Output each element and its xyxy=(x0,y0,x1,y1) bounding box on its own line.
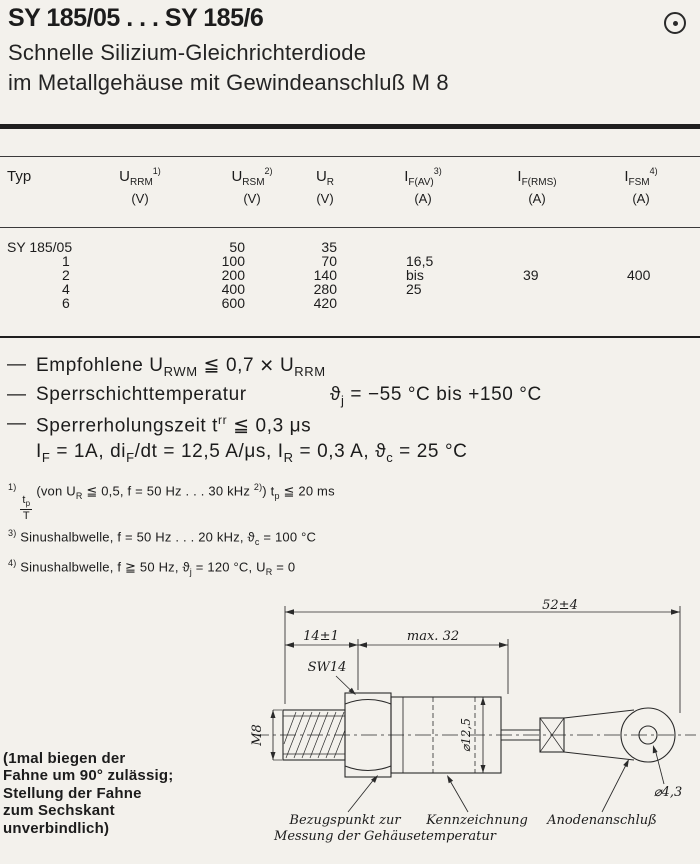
text-run: RWM xyxy=(163,363,198,379)
cell-typ: 2 xyxy=(62,267,70,283)
text-run: R xyxy=(326,177,335,188)
thread-size-label: M8 xyxy=(250,724,265,746)
cell-voltage-1: 600 xyxy=(221,295,245,311)
cell-ifsm: 400 xyxy=(627,267,651,283)
text-run: Empfohlene U xyxy=(36,355,164,376)
reference-point-callout xyxy=(273,775,497,844)
text-run: = 0 xyxy=(272,559,296,575)
fraction-numerator xyxy=(20,494,32,510)
cell-ifav: bis xyxy=(406,267,424,283)
text-run: FSM xyxy=(628,177,650,188)
bend-note-line: Stellung der Fahne xyxy=(3,784,142,802)
bend-note-line: (1mal biegen der xyxy=(3,750,126,767)
text-run: U xyxy=(231,168,243,185)
text-run: t xyxy=(22,494,26,507)
hole-diameter-label: ⌀4,3 xyxy=(653,785,683,800)
header-symbol xyxy=(280,166,370,188)
circled-dot-center xyxy=(673,21,678,26)
text-run: = 25 °C xyxy=(393,441,468,462)
cell-voltage-1: 200 xyxy=(221,267,245,283)
wrench-size-label: SW14 xyxy=(307,660,347,675)
dimension-max-body xyxy=(358,629,508,694)
text-run: Sinushalbwelle, f = 50 Hz . . . 20 kHz, xyxy=(20,529,248,545)
cell-typ: 1 xyxy=(62,253,70,269)
footnote-marker: 1) xyxy=(8,482,17,492)
footnote-marker: 3) xyxy=(433,166,442,176)
text-run: /dt = 12,5 A/μs, I xyxy=(134,441,284,462)
marking-label: Kennzeichnung xyxy=(426,813,528,828)
text-run: F xyxy=(126,449,135,465)
cell-voltage-1: 100 xyxy=(221,253,245,269)
divider-thick xyxy=(0,124,700,129)
dim-max-label: max. 32 xyxy=(406,629,460,644)
text-run: = −55 °C bis +150 °C xyxy=(344,384,542,405)
footnote-marker: 2) xyxy=(253,482,263,492)
circled-dot-icon xyxy=(664,12,686,34)
cell-typ: 4 xyxy=(62,281,70,297)
text-run: j xyxy=(189,566,192,577)
reference-point-label-1: Bezugspunkt zur xyxy=(289,813,401,828)
theta-symbol: ϑ xyxy=(330,384,341,405)
text-run: I xyxy=(624,168,629,185)
fraction-tp-over-T xyxy=(20,494,32,522)
dimension-total-length xyxy=(285,598,680,713)
spec-text xyxy=(36,441,467,465)
text-run: ≦ 0,5, f = 50 Hz . . . 30 kHz xyxy=(82,483,254,499)
header-unit: (A) xyxy=(632,191,650,206)
multiplication-x: × xyxy=(260,352,275,378)
reference-point-label-2: Messung der Gehäusetemperatur xyxy=(274,829,496,844)
subtitle-line-1: Schnelle Silizium-Gleichrichterdiode xyxy=(8,40,367,65)
text-run: I xyxy=(517,168,522,185)
cell-voltage-2: 70 xyxy=(321,253,337,269)
text-run: ≦ 20 ms xyxy=(279,483,335,499)
text-run: (von U xyxy=(36,483,76,499)
cell-ifrms: 39 xyxy=(523,267,539,283)
spec-value xyxy=(330,384,542,408)
cell-voltage-2: 35 xyxy=(321,239,337,255)
divider-table-bottom xyxy=(0,336,700,338)
theta-symbol: ϑ xyxy=(247,529,255,545)
bend-note-line: Fahne um 90° zulässig; xyxy=(3,767,174,785)
text-run: rr xyxy=(218,413,228,427)
outline-drawing xyxy=(228,598,700,864)
text-run: U xyxy=(315,168,327,185)
footnote-marker: 1) xyxy=(152,166,161,176)
cell-typ: 6 xyxy=(62,295,70,311)
cell-voltage-2: 280 xyxy=(313,281,337,297)
text-run: = 0,3 A, xyxy=(293,441,376,462)
body-diameter-label: ⌀12,5 xyxy=(459,718,473,752)
footnote-4 xyxy=(8,558,295,577)
header-symbol xyxy=(378,166,468,188)
text-run: F(RMS) xyxy=(521,177,557,188)
text-run: RSM xyxy=(242,177,265,188)
dash-bullet: — xyxy=(7,384,27,405)
text-run: RRM xyxy=(130,177,153,188)
text-run: = 120 °C, U xyxy=(192,559,266,575)
dim-total-label: 52±4 xyxy=(542,598,578,613)
header-unit: (V) xyxy=(316,191,334,206)
footnote-1 xyxy=(8,482,335,522)
bend-note-line: zum Sechskant xyxy=(3,802,115,820)
divider-table-top xyxy=(0,156,700,157)
table-header-ifrms xyxy=(492,166,582,206)
cell-typ: SY 185/05 xyxy=(7,239,73,255)
text-run: = 100 °C xyxy=(259,529,317,545)
footnote-3 xyxy=(8,528,316,547)
divider-table-header xyxy=(0,227,700,228)
text-run: c xyxy=(386,449,394,465)
text-run: j xyxy=(341,392,345,408)
text-run: U xyxy=(274,355,295,376)
cell-voltage-1: 50 xyxy=(229,239,245,255)
table-header-urrm xyxy=(95,166,185,206)
text-run: I xyxy=(36,441,42,462)
header-symbol xyxy=(95,166,185,188)
anode-callout xyxy=(546,759,657,828)
text-run: c xyxy=(254,536,260,547)
wrench-size-callout xyxy=(308,660,356,695)
cell-voltage-2: 140 xyxy=(313,267,337,283)
text-run: F xyxy=(41,449,51,465)
dash-bullet: — xyxy=(7,413,27,434)
footnote-marker: 2) xyxy=(264,166,273,176)
cell-voltage-2: 420 xyxy=(313,295,337,311)
text-run: U xyxy=(119,168,131,185)
anode-label: Anodenanschluß xyxy=(547,813,657,828)
text-run: R xyxy=(265,566,273,577)
table-header-ifav xyxy=(378,166,468,206)
header-symbol xyxy=(596,166,686,188)
cell-ifav: 25 xyxy=(406,281,422,297)
text-run: I xyxy=(404,168,409,185)
header-unit: (V) xyxy=(243,191,261,206)
spec-text xyxy=(36,354,326,379)
text-run: p xyxy=(274,490,280,501)
table-row xyxy=(0,281,700,295)
text-run: Sinushalbwelle, f ≧ 50 Hz, xyxy=(20,559,183,575)
theta-symbol: ϑ xyxy=(182,559,190,575)
cell-voltage-1: 400 xyxy=(221,281,245,297)
text-run: R xyxy=(283,449,294,465)
page-title: SY 185/05 . . . SY 185/6 xyxy=(8,4,264,32)
spec-text: Sperrschichttemperatur xyxy=(36,384,247,405)
text-run: R xyxy=(75,490,83,501)
cell-ifav: 16,5 xyxy=(406,253,434,269)
bend-note xyxy=(3,750,173,837)
table-header-ifsm xyxy=(596,166,686,206)
theta-symbol: ϑ xyxy=(375,441,387,462)
footnote-marker: 4) xyxy=(8,558,17,568)
header-unit: (V) xyxy=(131,191,149,206)
text-run: ≦ 0,7 xyxy=(197,355,261,376)
table-header-typ: Typ xyxy=(7,168,32,185)
text-run: p xyxy=(25,499,31,509)
header-symbol xyxy=(492,166,582,188)
table-row xyxy=(0,239,700,253)
footnote-marker: 3) xyxy=(8,528,17,538)
dim-thread-label: 14±1 xyxy=(303,629,339,644)
text-run: Sperrerholungszeit t xyxy=(36,415,219,437)
table-row xyxy=(0,253,700,267)
header-unit: (A) xyxy=(414,191,432,206)
text-run: F(AV) xyxy=(408,177,434,188)
dash-bullet: — xyxy=(7,354,27,375)
text-run: RRM xyxy=(294,363,326,379)
bend-note-line: unverbindlich) xyxy=(3,819,110,837)
table-row xyxy=(0,295,700,309)
text-run: = 1A, di xyxy=(50,441,127,462)
subtitle-line-2: im Metallgehäuse mit Gewindeanschluß M 8 xyxy=(8,70,449,95)
text-run: ) t xyxy=(262,483,275,499)
spec-text xyxy=(36,413,311,437)
text-run: ≦ 0,3 μs xyxy=(227,415,312,437)
fraction-denominator: T xyxy=(22,510,30,523)
marking-callout xyxy=(425,775,528,828)
table-row xyxy=(0,267,700,281)
footnote-marker: 4) xyxy=(649,166,658,176)
table-header-ur xyxy=(280,166,370,206)
header-unit: (A) xyxy=(528,191,546,206)
